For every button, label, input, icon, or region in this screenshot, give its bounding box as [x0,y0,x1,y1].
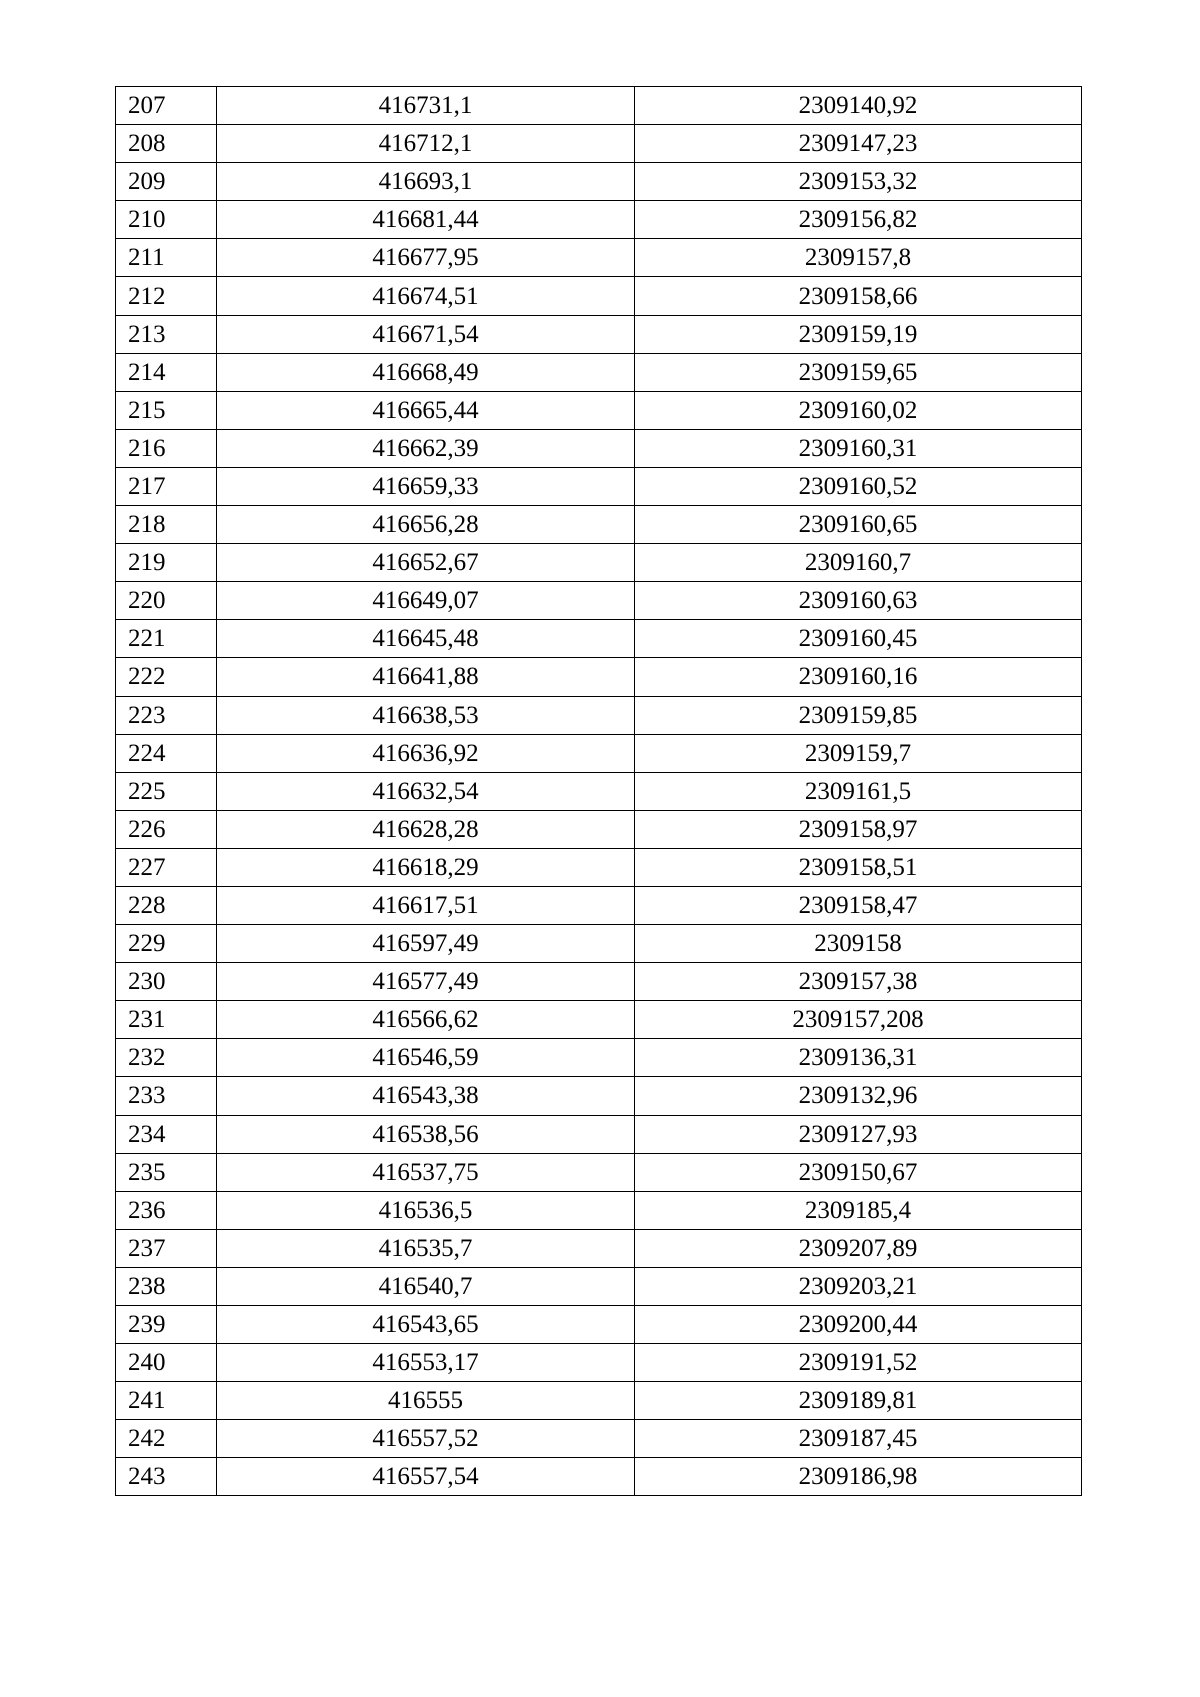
y-coordinate-cell: 2309160,52 [635,467,1082,505]
x-coordinate-cell: 416659,33 [217,467,635,505]
point-number-cell: 207 [116,87,217,125]
y-coordinate-cell: 2309159,7 [635,734,1082,772]
y-coordinate-cell: 2309161,5 [635,772,1082,810]
y-coordinate-cell: 2309157,208 [635,1001,1082,1039]
table-row [116,1306,1082,1344]
x-coordinate-cell: 416536,5 [217,1191,635,1229]
x-coordinate-cell: 416577,49 [217,963,635,1001]
y-coordinate-cell: 2309140,92 [635,87,1082,125]
table-row [116,201,1082,239]
y-coordinate-cell: 2309157,38 [635,963,1082,1001]
y-coordinate-cell: 2309147,23 [635,125,1082,163]
y-coordinate-cell: 2309186,98 [635,1458,1082,1496]
y-coordinate-cell: 2309160,16 [635,658,1082,696]
y-coordinate-cell: 2309160,63 [635,582,1082,620]
table-row [116,925,1082,963]
y-coordinate-cell: 2309159,65 [635,353,1082,391]
point-number-cell: 216 [116,429,217,467]
table-row [116,658,1082,696]
table-row [116,1153,1082,1191]
point-number-cell: 219 [116,544,217,582]
x-coordinate-cell: 416617,51 [217,886,635,924]
x-coordinate-cell: 416618,29 [217,848,635,886]
point-number-cell: 222 [116,658,217,696]
y-coordinate-cell: 2309157,8 [635,239,1082,277]
y-coordinate-cell: 2309159,19 [635,315,1082,353]
point-number-cell: 240 [116,1344,217,1382]
table-row [116,1267,1082,1305]
y-coordinate-cell: 2309191,52 [635,1344,1082,1382]
table-row [116,1420,1082,1458]
point-number-cell: 239 [116,1306,217,1344]
y-coordinate-cell: 2309158 [635,925,1082,963]
point-number-cell: 225 [116,772,217,810]
point-number-cell: 217 [116,467,217,505]
point-number-cell: 220 [116,582,217,620]
x-coordinate-cell: 416665,44 [217,391,635,429]
point-number-cell: 213 [116,315,217,353]
x-coordinate-cell: 416645,48 [217,620,635,658]
table-row [116,1458,1082,1496]
x-coordinate-cell: 416671,54 [217,315,635,353]
x-coordinate-cell: 416543,38 [217,1077,635,1115]
point-number-cell: 211 [116,239,217,277]
table-row [116,163,1082,201]
point-number-cell: 235 [116,1153,217,1191]
point-number-cell: 234 [116,1115,217,1153]
point-number-cell: 209 [116,163,217,201]
table-row [116,125,1082,163]
table-row [116,391,1082,429]
table-row [116,1344,1082,1382]
point-number-cell: 236 [116,1191,217,1229]
y-coordinate-cell: 2309187,45 [635,1420,1082,1458]
table-row [116,1229,1082,1267]
table-row [116,772,1082,810]
y-coordinate-cell: 2309158,66 [635,277,1082,315]
table-row [116,848,1082,886]
point-number-cell: 238 [116,1267,217,1305]
x-coordinate-cell: 416668,49 [217,353,635,391]
y-coordinate-cell: 2309156,82 [635,201,1082,239]
table-row [116,467,1082,505]
x-coordinate-cell: 416535,7 [217,1229,635,1267]
point-number-cell: 233 [116,1077,217,1115]
x-coordinate-cell: 416557,54 [217,1458,635,1496]
table-row [116,582,1082,620]
table-row [116,620,1082,658]
y-coordinate-cell: 2309185,4 [635,1191,1082,1229]
x-coordinate-cell: 416638,53 [217,696,635,734]
table-row [116,87,1082,125]
x-coordinate-cell: 416632,54 [217,772,635,810]
y-coordinate-cell: 2309160,65 [635,506,1082,544]
point-number-cell: 210 [116,201,217,239]
point-number-cell: 232 [116,1039,217,1077]
table-row [116,886,1082,924]
y-coordinate-cell: 2309160,02 [635,391,1082,429]
y-coordinate-cell: 2309136,31 [635,1039,1082,1077]
point-number-cell: 212 [116,277,217,315]
point-number-cell: 218 [116,506,217,544]
x-coordinate-cell: 416681,44 [217,201,635,239]
point-number-cell: 214 [116,353,217,391]
x-coordinate-cell: 416546,59 [217,1039,635,1077]
point-number-cell: 241 [116,1382,217,1420]
y-coordinate-cell: 2309160,7 [635,544,1082,582]
point-number-cell: 243 [116,1458,217,1496]
table-row [116,239,1082,277]
x-coordinate-cell: 416538,56 [217,1115,635,1153]
x-coordinate-cell: 416731,1 [217,87,635,125]
table-row [116,1191,1082,1229]
y-coordinate-cell: 2309153,32 [635,163,1082,201]
x-coordinate-cell: 416543,65 [217,1306,635,1344]
table-row [116,696,1082,734]
x-coordinate-cell: 416652,67 [217,544,635,582]
table-row [116,544,1082,582]
point-number-cell: 229 [116,925,217,963]
y-coordinate-cell: 2309160,31 [635,429,1082,467]
x-coordinate-cell: 416566,62 [217,1001,635,1039]
y-coordinate-cell: 2309160,45 [635,620,1082,658]
coordinates-table [115,86,1082,1496]
x-coordinate-cell: 416656,28 [217,506,635,544]
x-coordinate-cell: 416636,92 [217,734,635,772]
table-row [116,1077,1082,1115]
x-coordinate-cell: 416677,95 [217,239,635,277]
x-coordinate-cell: 416712,1 [217,125,635,163]
table-row [116,1039,1082,1077]
x-coordinate-cell: 416641,88 [217,658,635,696]
point-number-cell: 224 [116,734,217,772]
table-row [116,734,1082,772]
x-coordinate-cell: 416649,07 [217,582,635,620]
table-row [116,1115,1082,1153]
y-coordinate-cell: 2309158,97 [635,810,1082,848]
x-coordinate-cell: 416540,7 [217,1267,635,1305]
table-row [116,277,1082,315]
table-row [116,963,1082,1001]
table-row [116,315,1082,353]
point-number-cell: 228 [116,886,217,924]
y-coordinate-cell: 2309127,93 [635,1115,1082,1153]
x-coordinate-cell: 416693,1 [217,163,635,201]
table-row [116,429,1082,467]
coordinates-table-body [116,87,1082,1496]
point-number-cell: 215 [116,391,217,429]
point-number-cell: 230 [116,963,217,1001]
table-row [116,1382,1082,1420]
x-coordinate-cell: 416674,51 [217,277,635,315]
y-coordinate-cell: 2309158,51 [635,848,1082,886]
table-row [116,810,1082,848]
x-coordinate-cell: 416662,39 [217,429,635,467]
point-number-cell: 242 [116,1420,217,1458]
y-coordinate-cell: 2309150,67 [635,1153,1082,1191]
y-coordinate-cell: 2309203,21 [635,1267,1082,1305]
x-coordinate-cell: 416628,28 [217,810,635,848]
x-coordinate-cell: 416597,49 [217,925,635,963]
y-coordinate-cell: 2309132,96 [635,1077,1082,1115]
x-coordinate-cell: 416557,52 [217,1420,635,1458]
y-coordinate-cell: 2309159,85 [635,696,1082,734]
y-coordinate-cell: 2309200,44 [635,1306,1082,1344]
y-coordinate-cell: 2309207,89 [635,1229,1082,1267]
table-row [116,1001,1082,1039]
y-coordinate-cell: 2309158,47 [635,886,1082,924]
point-number-cell: 223 [116,696,217,734]
point-number-cell: 226 [116,810,217,848]
x-coordinate-cell: 416553,17 [217,1344,635,1382]
x-coordinate-cell: 416555 [217,1382,635,1420]
table-row [116,506,1082,544]
point-number-cell: 227 [116,848,217,886]
point-number-cell: 231 [116,1001,217,1039]
x-coordinate-cell: 416537,75 [217,1153,635,1191]
point-number-cell: 237 [116,1229,217,1267]
y-coordinate-cell: 2309189,81 [635,1382,1082,1420]
table-row [116,353,1082,391]
point-number-cell: 221 [116,620,217,658]
point-number-cell: 208 [116,125,217,163]
